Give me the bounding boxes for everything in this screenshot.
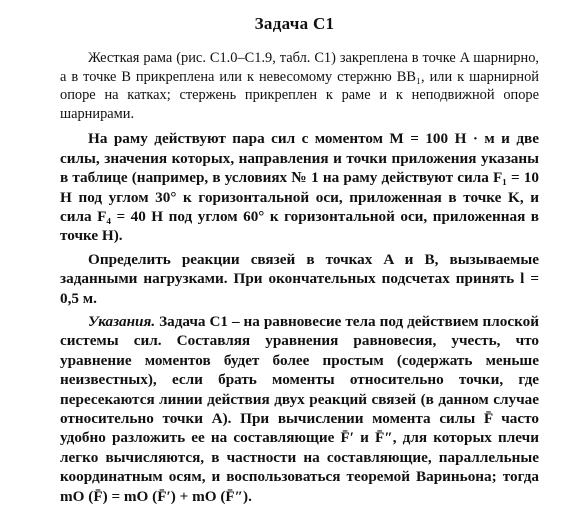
instructions-text: Задача С1 – на равновесие тела под действием плоской системы сил. Составляя уравнения равновесия, учесть, что уравнение моментов будет более простым (содержать меньше неизвестных), если брать моменты относительно точки, где пересекаются линии действия двух реакций связей (в данном случае относительно точки A). При вычислении момента силы F̄ часто удобно разложить ее на составляющие F̄′ и F̄″, для которых плечи легко вычисляются, в частности на составляющие, параллельные координатным осям, и воспользоваться теоремой Вариньона; тогда mO (F̄) = mO (F̄′) + mO (F̄″). <box>60 313 540 505</box>
paragraph-instructions <box>60 312 539 506</box>
paragraph-task: Определить реакции связей в точках A и B, вызываемые заданными нагрузками. При окончательных подсчетах принять l = 0,5 м. <box>60 250 539 307</box>
paragraph-loads: На раму действуют пара сил с моментом M = 100 Н · м и две силы, значения которых, направления и точки приложения указаны в таблице (например, в условиях № 1 на раму действуют сила F₁ = 10 Н под углом 30° к горизонтальной оси, приложенная в точке K, и сила F₄ = 40 Н под углом 60° к горизонтальной оси, приложенная в точке H). <box>60 130 539 245</box>
instructions-label: Указания. <box>88 313 156 331</box>
problem-title: Задача С1 <box>254 14 335 33</box>
paragraph-frame-description: Жесткая рама (рис. С1.0–С1.9, табл. С1) закреплена в точке A шарнирно, а в точке B прикреплена или к невесомому стержню BB₁, или к шарнирной опоре на катках; стержень прикреплен к раме и к неподвижной опоре шарнирами. <box>60 50 539 122</box>
